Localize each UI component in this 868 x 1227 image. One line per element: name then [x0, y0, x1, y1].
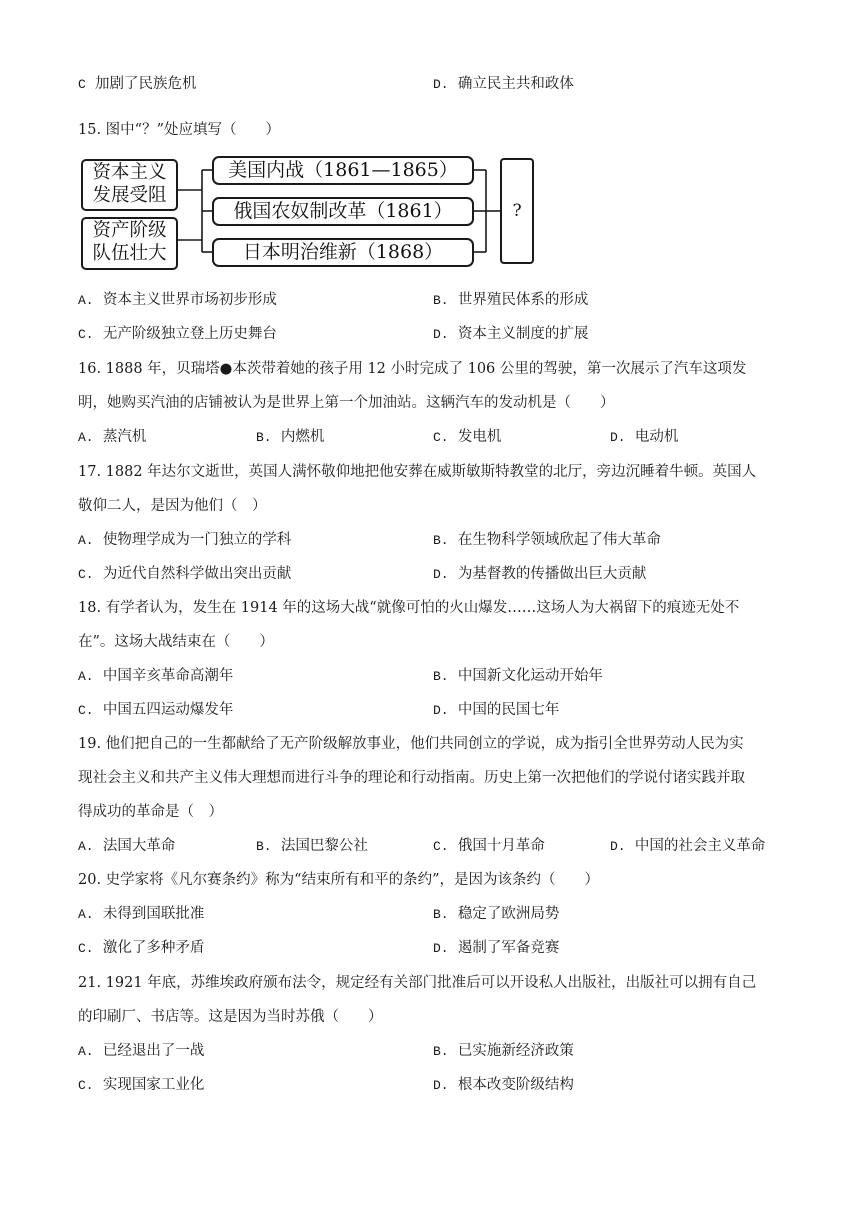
option-text: 法国大革命: [102, 838, 176, 854]
option-letter: D.: [433, 77, 449, 92]
option-letter: C.: [78, 941, 94, 956]
diagram-box-unknown: ?: [500, 158, 534, 264]
option-b[interactable]: [433, 530, 661, 551]
option-letter: C.: [433, 839, 449, 854]
option-c[interactable]: [78, 700, 233, 721]
option-d[interactable]: [610, 427, 678, 448]
diagram-event-russia-reform: 俄国农奴制改革（1861）: [212, 197, 474, 226]
option-letter: C.: [78, 703, 94, 718]
option-letter: B.: [433, 293, 449, 308]
option-a[interactable]: [78, 836, 175, 857]
option-letter: B.: [433, 907, 449, 922]
option-b[interactable]: [433, 290, 588, 311]
option-letter: A.: [78, 907, 94, 922]
option-text: 激化了多种矛盾: [102, 940, 205, 956]
option-letter: B.: [433, 1044, 449, 1059]
option-d[interactable]: [433, 700, 559, 721]
option-b[interactable]: [433, 666, 603, 687]
diagram-event-us-civil-war: 美国内战（1861—1865）: [212, 156, 474, 185]
option-letter: B.: [433, 669, 449, 684]
option-letter: A.: [78, 533, 94, 548]
option-text: 稳定了欧洲局势: [457, 906, 560, 922]
option-b[interactable]: [256, 427, 324, 448]
option-text: 确立民主共和政体: [457, 76, 574, 92]
option-text: 已实施新经济政策: [457, 1043, 574, 1059]
option-a[interactable]: [78, 290, 277, 311]
option-text: 资本主义世界市场初步形成: [102, 292, 277, 308]
option-text: 电动机: [634, 429, 679, 445]
option-text: 实现国家工业化: [102, 1077, 205, 1093]
diagram-box-capitalism-obstructed: [81, 159, 178, 211]
option-letter: C.: [433, 430, 449, 445]
option-letter: C.: [78, 327, 94, 342]
option-text: 法国巴黎公社: [280, 838, 368, 854]
option-letter: D.: [433, 567, 449, 582]
option-letter: C: [78, 77, 86, 92]
option-letter: D.: [433, 703, 449, 718]
question-19-stem-line3: 得成功的革命是（ ）: [78, 804, 223, 820]
option-a[interactable]: [78, 427, 146, 448]
option-text: 使物理学成为一门独立的学科: [102, 532, 292, 548]
box-line: 资本主义: [92, 162, 167, 183]
option-d[interactable]: [433, 1075, 574, 1096]
option-text: 资本主义制度的扩展: [457, 326, 589, 342]
option-letter: D.: [433, 327, 449, 342]
option-text: 内燃机: [280, 429, 325, 445]
option-text: 中国辛亥革命高潮年: [102, 668, 234, 684]
option-text: 为基督教的传播做出巨大贡献: [457, 566, 647, 582]
option-letter: C.: [78, 1078, 94, 1093]
option-letter: A.: [78, 293, 94, 308]
option-c[interactable]: [78, 324, 277, 345]
option-b[interactable]: [433, 1041, 574, 1062]
option-a[interactable]: [78, 666, 233, 687]
question-18-stem-line1: 18. 有学者认为，发生在 1914 年的这场大战“就像可怕的火山爆发……这场人为大祸留下的痕迹无处不: [78, 600, 740, 616]
option-letter: A.: [78, 839, 94, 854]
question-17-stem-line2: 敬仰二人，是因为他们（ ）: [78, 498, 267, 514]
option-text: 中国新文化运动开始年: [457, 668, 603, 684]
question-16-stem-line2: 明，她购买汽油的店铺被认为是世界上第一个加油站。这辆汽车的发动机是（ ）: [78, 395, 615, 411]
box-line: 资产阶级: [92, 220, 167, 241]
option-letter: C.: [78, 567, 94, 582]
option-c[interactable]: [433, 427, 501, 448]
option-d[interactable]: [610, 836, 765, 857]
diagram-event-meiji-restoration: 日本明治维新（1868）: [212, 238, 474, 267]
option-a[interactable]: [78, 1041, 204, 1062]
option-a[interactable]: [78, 530, 291, 551]
question-18-stem-line2: 在”。这场大战结束在（ ）: [78, 634, 274, 650]
question-20-stem: 20. 史学家将《凡尔赛条约》称为“结束所有和平的条约”，是因为该条约（ ）: [78, 872, 599, 888]
option-b[interactable]: [256, 836, 368, 857]
question-15-stem: 15. 图中“？”处应填写（ ）: [78, 122, 280, 138]
option-c[interactable]: [78, 564, 291, 585]
question-21-stem-line1: 21. 1921 年底，苏维埃政府颁布法令，规定经有关部门批准后可以开设私人出版社，出版社可以拥有自己: [78, 975, 757, 991]
question-19-stem-line1: 19. 他们把自己的一生都献给了无产阶级解放事业，他们共同创立的学说，成为指引全世界劳动人民为实: [78, 736, 744, 752]
option-letter: A.: [78, 430, 94, 445]
diagram-box-bourgeoisie-growth: [81, 217, 178, 270]
option-c[interactable]: [78, 938, 204, 959]
option-text: 世界殖民体系的形成: [457, 292, 589, 308]
option-d[interactable]: [433, 324, 588, 345]
option-letter: D.: [610, 839, 626, 854]
question-17-stem-line1: 17. 1882 年达尔文逝世，英国人满怀敬仰地把他安葬在威斯敏斯特教堂的北厅，旁边沉睡着牛顿。英国人: [78, 464, 757, 480]
option-letter: D.: [610, 430, 626, 445]
option-c[interactable]: [433, 836, 545, 857]
option-text: 俄国十月革命: [457, 838, 545, 854]
option-letter: B.: [256, 430, 272, 445]
option-letter: D.: [433, 1078, 449, 1093]
option-letter: D.: [433, 941, 449, 956]
option-text: 中国的社会主义革命: [634, 838, 766, 854]
option-text: 中国的民国七年: [457, 702, 560, 718]
question-19-stem-line2: 现社会主义和共产主义伟大理想而进行斗争的理论和行动指南。历史上第一次把他们的学说付诸实践并取: [78, 770, 745, 786]
option-letter: B.: [256, 839, 272, 854]
option-text: 遏制了军备竞赛: [457, 940, 560, 956]
option-d[interactable]: [433, 938, 559, 959]
option-text: 中国五四运动爆发年: [102, 702, 234, 718]
option-c[interactable]: [78, 1075, 204, 1096]
box-line: 队伍壮大: [92, 243, 167, 264]
question-21-stem-line2: 的印刷厂、书店等。这是因为当时苏俄（ ）: [78, 1009, 383, 1025]
option-text: 加剧了民族危机: [95, 76, 197, 92]
option-text: 为近代自然科学做出突出贡献: [102, 566, 292, 582]
option-text: 根本改变阶级结构: [457, 1077, 574, 1093]
option-text: 无产阶级独立登上历史舞台: [102, 326, 277, 342]
option-text: 发电机: [457, 429, 502, 445]
option-letter: B.: [433, 533, 449, 548]
option-text: 已经退出了一战: [102, 1043, 205, 1059]
option-letter: A.: [78, 669, 94, 684]
option-a[interactable]: [78, 904, 204, 925]
option-text: 在生物科学领域欣起了伟大革命: [457, 532, 661, 548]
option-d[interactable]: [433, 564, 646, 585]
option-letter: A.: [78, 1044, 94, 1059]
box-line: 发展受阻: [92, 185, 167, 206]
option-text: 未得到国联批准: [102, 906, 205, 922]
question-16-stem-line1: 16. 1888 年，贝瑞塔●本茨带着她的孩子用 12 小时完成了 106 公里的驾驶，第一次展示了汽车这项发: [78, 361, 747, 377]
option-text: 蒸汽机: [102, 429, 147, 445]
option-b[interactable]: [433, 904, 559, 925]
